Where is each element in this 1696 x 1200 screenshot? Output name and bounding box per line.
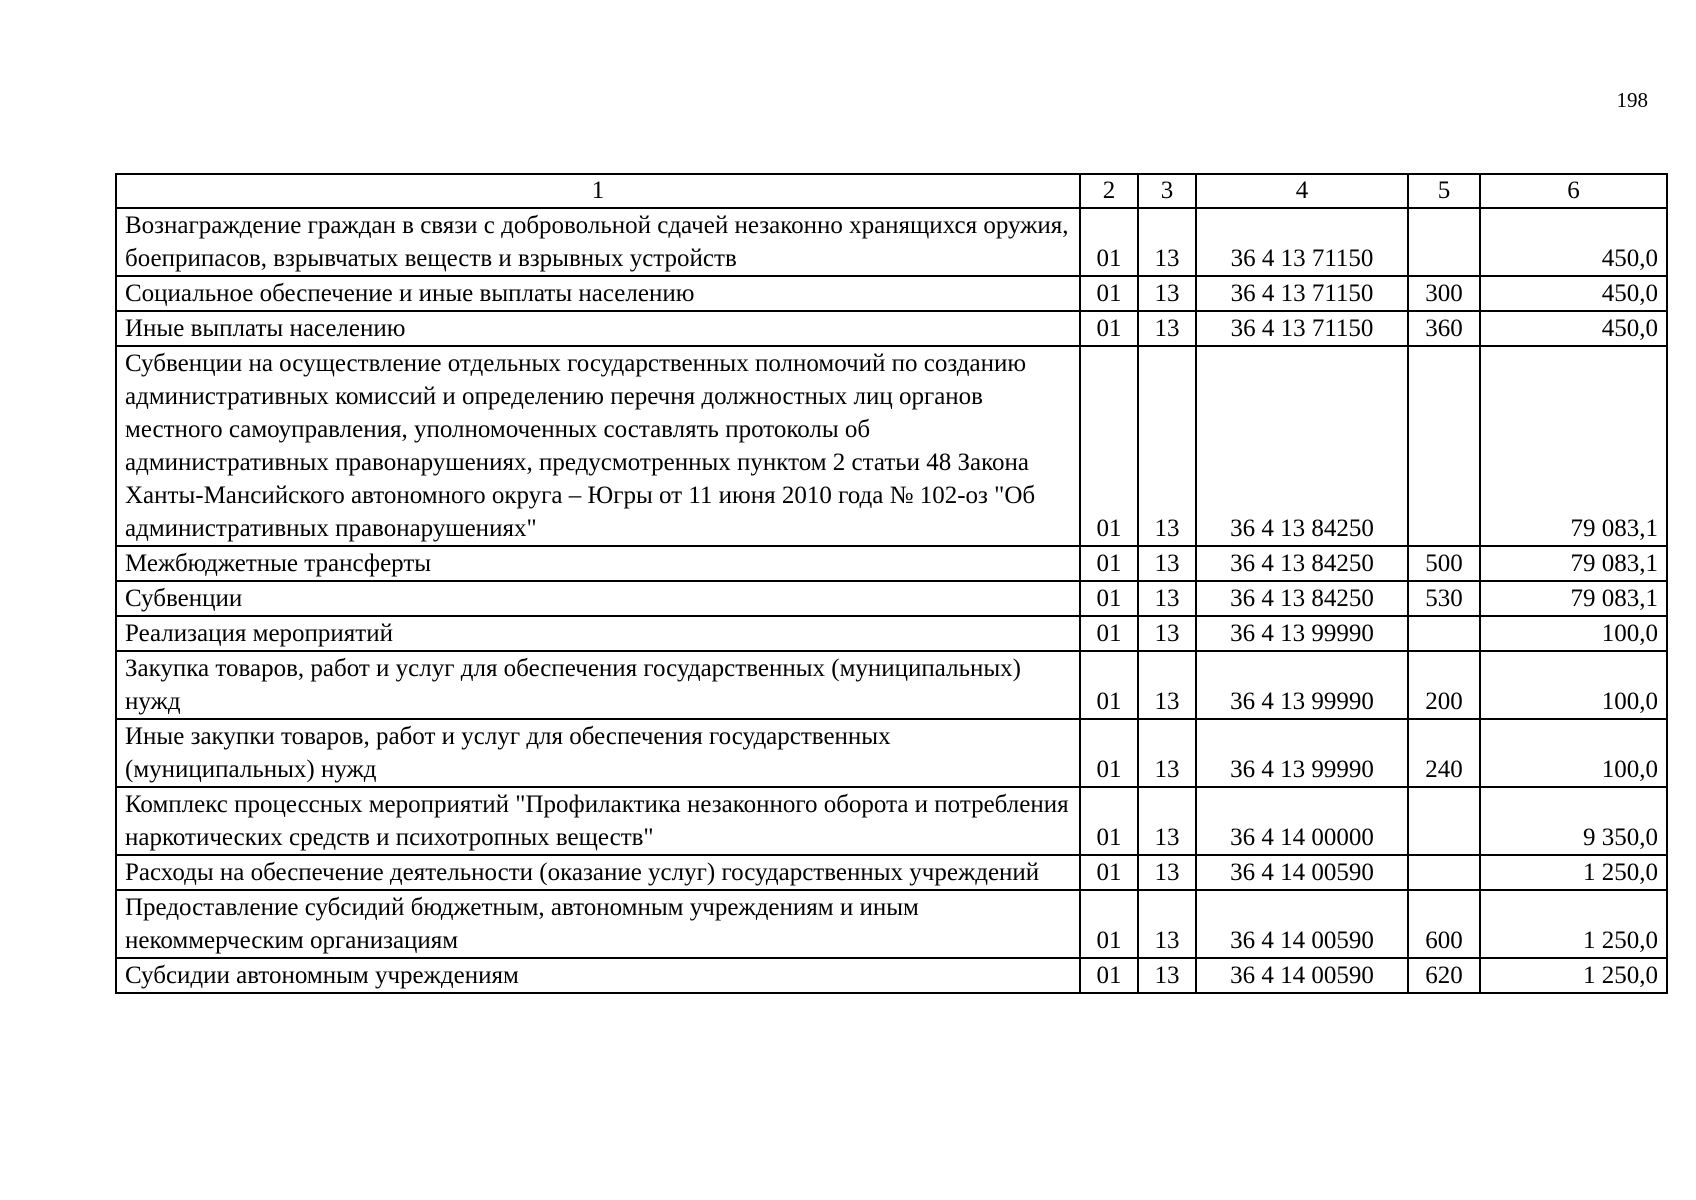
table-row [116,855,1667,890]
row-name: Реализация мероприятий [116,616,1080,651]
row-sum: 1 250,0 [1480,890,1667,958]
row-name: Субсидии автономным учреждениям [116,958,1080,993]
row-name: Межбюджетные трансферты [116,546,1080,581]
header-cell-2: 2 [1080,174,1138,208]
header-cell-4: 4 [1196,174,1408,208]
row-subsection: 13 [1138,787,1196,855]
row-expense-type [1408,855,1480,890]
row-sum: 450,0 [1480,276,1667,311]
row-name: Субвенции на осуществление отдельных государственных полномочий по созданию административных комиссий и определению перечня должностных лиц органов местного самоуправления, уполномоченных составлять протоколы об административных правонарушениях, предусмотренных пунктом 2 статьи 48 Закона Ханты-Мансийского автономного округа – Югры от 11 июня 2010 года № 102-оз "Об административных правонарушениях" [116,346,1080,546]
header-cell-5: 5 [1408,174,1480,208]
row-name: Закупка товаров, работ и услуг для обеспечения государственных (муниципальных) нужд [116,651,1080,719]
row-section: 01 [1080,581,1138,616]
row-sum: 79 083,1 [1480,546,1667,581]
table-row [116,651,1667,719]
row-sum: 100,0 [1480,719,1667,787]
row-name: Социальное обеспечение и иные выплаты населению [116,276,1080,311]
row-name: Расходы на обеспечение деятельности (оказание услуг) государственных учреждений [116,855,1080,890]
row-subsection: 13 [1138,581,1196,616]
row-target-code: 36 4 13 84250 [1196,581,1408,616]
row-section: 01 [1080,890,1138,958]
row-name: Субвенции [116,581,1080,616]
table-row [116,719,1667,787]
table-row [116,616,1667,651]
row-sum: 1 250,0 [1480,958,1667,993]
row-section: 01 [1080,616,1138,651]
row-expense-type: 240 [1408,719,1480,787]
row-target-code: 36 4 13 71150 [1196,208,1408,276]
row-sum: 1 250,0 [1480,855,1667,890]
row-name: Иные выплаты населению [116,311,1080,346]
row-name: Предоставление субсидий бюджетным, автономным учреждениям и иным некоммерческим организациям [116,890,1080,958]
row-section: 01 [1080,311,1138,346]
row-sum: 450,0 [1480,311,1667,346]
row-section: 01 [1080,346,1138,546]
table-row [116,787,1667,855]
row-expense-type [1408,346,1480,546]
row-sum: 100,0 [1480,651,1667,719]
row-section: 01 [1080,546,1138,581]
table-header-row [116,174,1667,208]
row-subsection: 13 [1138,208,1196,276]
row-section: 01 [1080,651,1138,719]
row-name: Вознаграждение граждан в связи с добровольной сдачей незаконно хранящихся оружия, боеприпасов, взрывчатых веществ и взрывных устройств [116,208,1080,276]
row-expense-type: 300 [1408,276,1480,311]
row-subsection: 13 [1138,616,1196,651]
row-section: 01 [1080,208,1138,276]
table-row [116,346,1667,546]
row-subsection: 13 [1138,276,1196,311]
row-subsection: 13 [1138,855,1196,890]
row-expense-type: 620 [1408,958,1480,993]
table-row [116,276,1667,311]
row-sum: 100,0 [1480,616,1667,651]
row-target-code: 36 4 13 99990 [1196,719,1408,787]
row-sum: 79 083,1 [1480,346,1667,546]
row-subsection: 13 [1138,890,1196,958]
row-target-code: 36 4 13 84250 [1196,346,1408,546]
row-target-code: 36 4 13 99990 [1196,616,1408,651]
page-number: 198 [1616,88,1648,112]
row-name: Иные закупки товаров, работ и услуг для обеспечения государственных (муниципальных) нужд [116,719,1080,787]
row-target-code: 36 4 14 00590 [1196,890,1408,958]
row-subsection: 13 [1138,719,1196,787]
table-row [116,546,1667,581]
row-subsection: 13 [1138,311,1196,346]
row-target-code: 36 4 13 84250 [1196,546,1408,581]
row-name: Комплекс процессных мероприятий "Профилактика незаконного оборота и потребления наркотических средств и психотропных веществ" [116,787,1080,855]
row-subsection: 13 [1138,346,1196,546]
row-section: 01 [1080,958,1138,993]
table-row [116,581,1667,616]
row-expense-type: 530 [1408,581,1480,616]
row-section: 01 [1080,276,1138,311]
row-subsection: 13 [1138,651,1196,719]
header-cell-3: 3 [1138,174,1196,208]
row-expense-type [1408,208,1480,276]
table-row [116,958,1667,993]
table-row [116,311,1667,346]
row-target-code: 36 4 13 71150 [1196,311,1408,346]
table-row [116,890,1667,958]
row-target-code: 36 4 14 00590 [1196,855,1408,890]
row-section: 01 [1080,787,1138,855]
row-subsection: 13 [1138,546,1196,581]
header-cell-1: 1 [116,174,1080,208]
row-target-code: 36 4 13 71150 [1196,276,1408,311]
budget-table [115,173,1668,994]
row-expense-type: 360 [1408,311,1480,346]
row-target-code: 36 4 13 99990 [1196,651,1408,719]
row-sum: 450,0 [1480,208,1667,276]
row-sum: 79 083,1 [1480,581,1667,616]
row-expense-type: 200 [1408,651,1480,719]
row-sum: 9 350,0 [1480,787,1667,855]
row-section: 01 [1080,719,1138,787]
header-cell-6: 6 [1480,174,1667,208]
row-section: 01 [1080,855,1138,890]
row-expense-type: 500 [1408,546,1480,581]
row-subsection: 13 [1138,958,1196,993]
row-expense-type: 600 [1408,890,1480,958]
row-target-code: 36 4 14 00000 [1196,787,1408,855]
row-expense-type [1408,616,1480,651]
row-expense-type [1408,787,1480,855]
table-row [116,208,1667,276]
row-target-code: 36 4 14 00590 [1196,958,1408,993]
